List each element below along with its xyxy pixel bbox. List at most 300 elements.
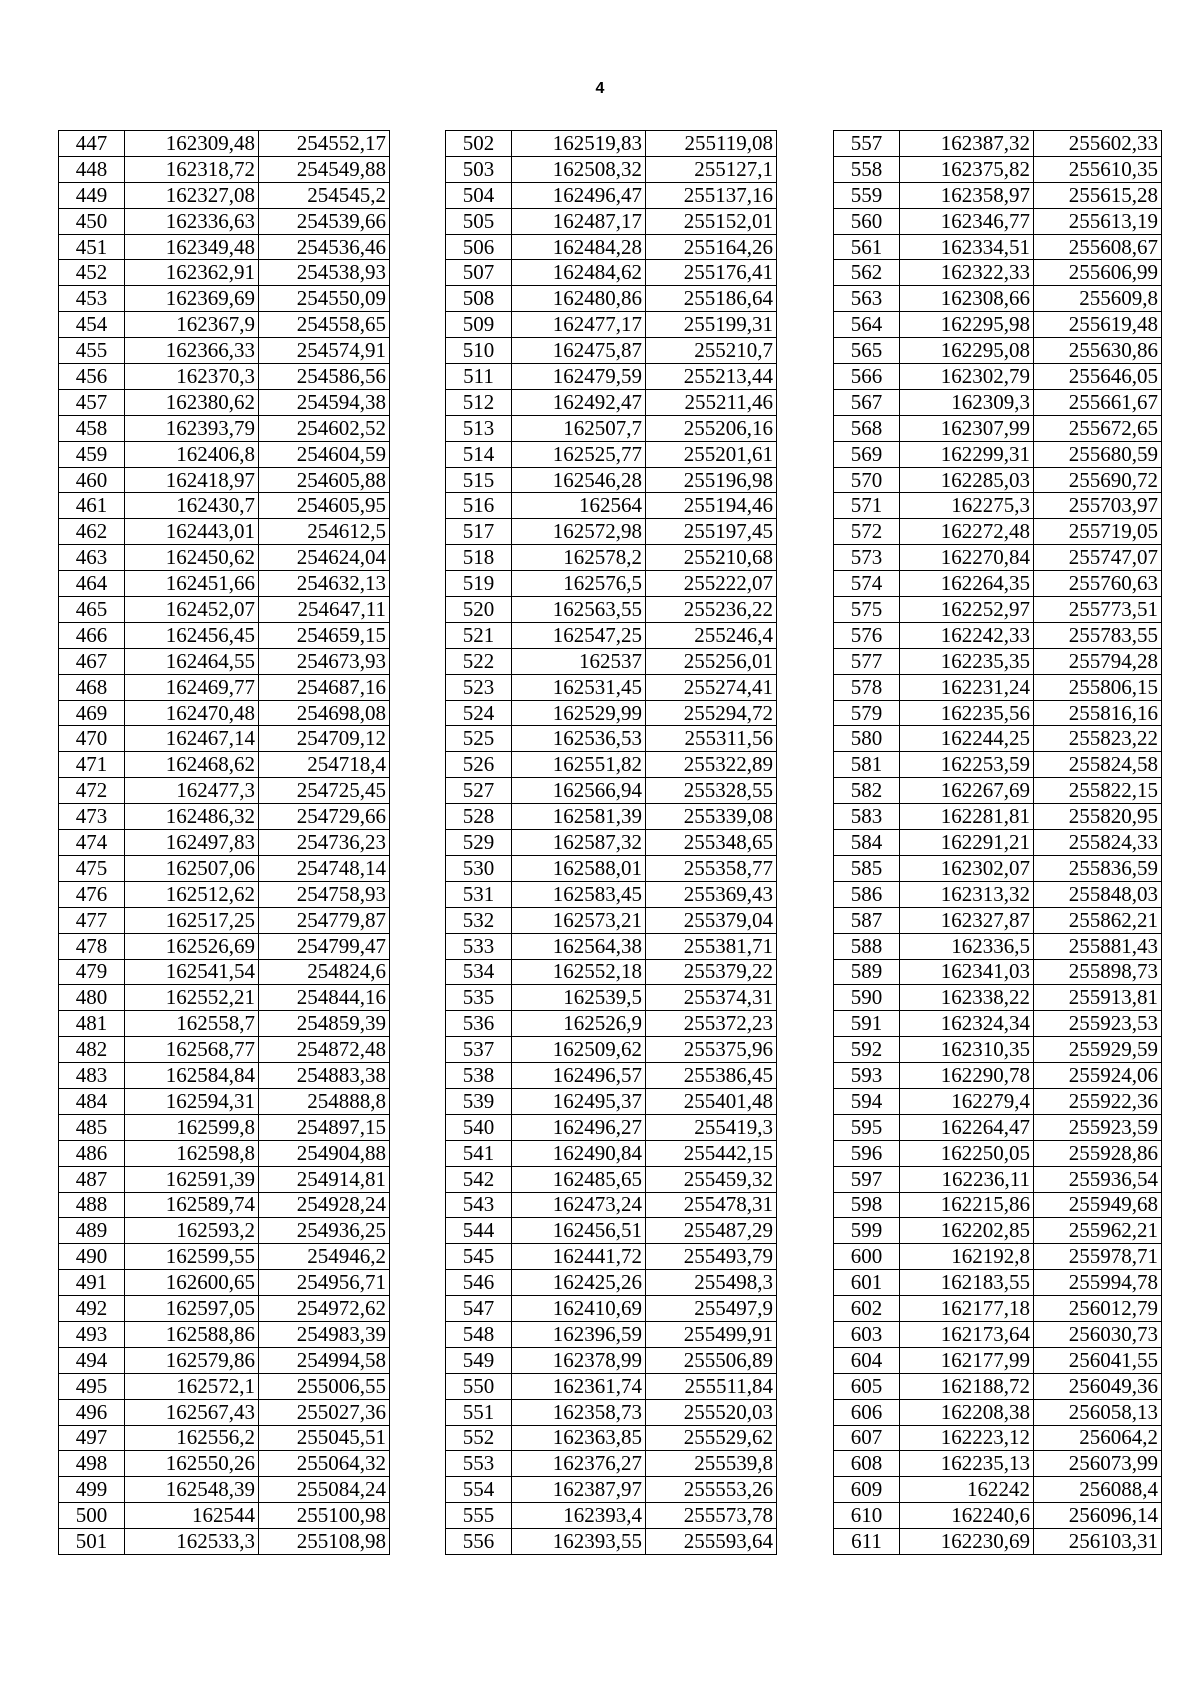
table-row [834,156,1162,182]
y-coordinate-cell: 255339,08 [646,804,777,830]
table-row [59,1140,390,1166]
point-number-cell: 542 [446,1166,512,1192]
y-coordinate-cell: 255923,59 [1034,1114,1162,1140]
y-coordinate-cell: 254550,09 [259,286,390,312]
x-coordinate-cell: 162177,99 [900,1347,1034,1373]
point-number-cell: 535 [446,985,512,1011]
point-number-cell: 537 [446,1037,512,1063]
point-number-cell: 611 [834,1529,900,1555]
x-coordinate-cell: 162525,77 [512,441,646,467]
table-row [446,1296,777,1322]
point-number-cell: 463 [59,545,125,571]
table-row [59,1477,390,1503]
y-coordinate-cell: 255619,48 [1034,312,1162,338]
table-row [834,571,1162,597]
table-row [834,131,1162,157]
table-row [834,234,1162,260]
y-coordinate-cell: 254659,15 [259,622,390,648]
y-coordinate-cell: 254558,65 [259,312,390,338]
y-coordinate-cell: 254729,66 [259,804,390,830]
table-row [834,1166,1162,1192]
y-coordinate-cell: 254594,38 [259,389,390,415]
x-coordinate-cell: 162235,35 [900,648,1034,674]
point-number-cell: 554 [446,1477,512,1503]
table-row [59,1166,390,1192]
table-row [59,519,390,545]
point-number-cell: 508 [446,286,512,312]
table-row [446,1114,777,1140]
table-row [59,1088,390,1114]
table-row [59,1321,390,1347]
y-coordinate-cell: 255646,05 [1034,364,1162,390]
x-coordinate-cell: 162497,83 [125,830,259,856]
x-coordinate-cell: 162188,72 [900,1373,1034,1399]
y-coordinate-cell: 254904,88 [259,1140,390,1166]
point-number-cell: 543 [446,1192,512,1218]
x-coordinate-cell: 162387,97 [512,1477,646,1503]
y-coordinate-cell: 254549,88 [259,156,390,182]
table-row [59,1373,390,1399]
table-row [834,622,1162,648]
table-row [446,571,777,597]
table-row [59,1270,390,1296]
y-coordinate-cell: 255573,78 [646,1503,777,1529]
x-coordinate-cell: 162507,06 [125,855,259,881]
point-number-cell: 545 [446,1244,512,1270]
point-number-cell: 592 [834,1037,900,1063]
point-number-cell: 511 [446,364,512,390]
point-number-cell: 465 [59,597,125,623]
table-row [834,700,1162,726]
x-coordinate-cell: 162572,1 [125,1373,259,1399]
y-coordinate-cell: 255816,16 [1034,700,1162,726]
point-number-cell: 502 [446,131,512,157]
point-number-cell: 512 [446,389,512,415]
x-coordinate-cell: 162526,69 [125,933,259,959]
table-row [834,545,1162,571]
x-coordinate-cell: 162310,35 [900,1037,1034,1063]
x-coordinate-cell: 162588,01 [512,855,646,881]
table-row [59,1218,390,1244]
point-number-cell: 591 [834,1011,900,1037]
point-number-cell: 572 [834,519,900,545]
x-coordinate-cell: 162544 [125,1503,259,1529]
table-row [834,1347,1162,1373]
x-coordinate-cell: 162291,21 [900,830,1034,856]
point-number-cell: 495 [59,1373,125,1399]
x-coordinate-cell: 162367,9 [125,312,259,338]
table-row [446,467,777,493]
y-coordinate-cell: 255194,46 [646,493,777,519]
x-coordinate-cell: 162309,3 [900,389,1034,415]
point-number-cell: 491 [59,1270,125,1296]
point-number-cell: 539 [446,1088,512,1114]
x-coordinate-cell: 162496,27 [512,1114,646,1140]
x-coordinate-cell: 162468,62 [125,752,259,778]
point-number-cell: 610 [834,1503,900,1529]
x-coordinate-cell: 162338,22 [900,985,1034,1011]
point-number-cell: 565 [834,338,900,364]
x-coordinate-cell: 162295,98 [900,312,1034,338]
y-coordinate-cell: 254538,93 [259,260,390,286]
x-coordinate-cell: 162492,47 [512,389,646,415]
y-coordinate-cell: 255211,46 [646,389,777,415]
table-row [834,286,1162,312]
x-coordinate-cell: 162477,3 [125,778,259,804]
point-number-cell: 538 [446,1063,512,1089]
table-row [834,182,1162,208]
point-number-cell: 520 [446,597,512,623]
point-number-cell: 480 [59,985,125,1011]
x-coordinate-cell: 162308,66 [900,286,1034,312]
x-coordinate-cell: 162507,7 [512,415,646,441]
x-coordinate-cell: 162533,3 [125,1529,259,1555]
x-coordinate-cell: 162509,62 [512,1037,646,1063]
y-coordinate-cell: 254698,08 [259,700,390,726]
x-coordinate-cell: 162477,17 [512,312,646,338]
point-number-cell: 580 [834,726,900,752]
point-number-cell: 468 [59,674,125,700]
x-coordinate-cell: 162299,31 [900,441,1034,467]
table-row [59,959,390,985]
point-number-cell: 503 [446,156,512,182]
point-number-cell: 485 [59,1114,125,1140]
point-number-cell: 605 [834,1373,900,1399]
table-row [59,622,390,648]
x-coordinate-cell: 162327,87 [900,907,1034,933]
y-coordinate-cell: 255672,65 [1034,415,1162,441]
x-coordinate-cell: 162250,05 [900,1140,1034,1166]
x-coordinate-cell: 162564 [512,493,646,519]
x-coordinate-cell: 162177,18 [900,1296,1034,1322]
table-row [834,1218,1162,1244]
y-coordinate-cell: 255196,98 [646,467,777,493]
x-coordinate-cell: 162573,21 [512,907,646,933]
point-number-cell: 594 [834,1088,900,1114]
y-coordinate-cell: 255164,26 [646,234,777,260]
point-number-cell: 467 [59,648,125,674]
y-coordinate-cell: 254824,6 [259,959,390,985]
table-row [834,208,1162,234]
y-coordinate-cell: 255206,16 [646,415,777,441]
point-number-cell: 475 [59,855,125,881]
point-number-cell: 479 [59,959,125,985]
y-coordinate-cell: 256058,13 [1034,1399,1162,1425]
y-coordinate-cell: 254647,11 [259,597,390,623]
y-coordinate-cell: 254779,87 [259,907,390,933]
x-coordinate-cell: 162550,26 [125,1451,259,1477]
y-coordinate-cell: 255862,21 [1034,907,1162,933]
table-row [59,1192,390,1218]
x-coordinate-cell: 162264,47 [900,1114,1034,1140]
x-coordinate-cell: 162264,35 [900,571,1034,597]
point-number-cell: 547 [446,1296,512,1322]
point-number-cell: 500 [59,1503,125,1529]
x-coordinate-cell: 162366,33 [125,338,259,364]
y-coordinate-cell: 255962,21 [1034,1218,1162,1244]
y-coordinate-cell: 254632,13 [259,571,390,597]
x-coordinate-cell: 162441,72 [512,1244,646,1270]
y-coordinate-cell: 255213,44 [646,364,777,390]
x-coordinate-cell: 162486,32 [125,804,259,830]
point-number-cell: 581 [834,752,900,778]
y-coordinate-cell: 255747,07 [1034,545,1162,571]
y-coordinate-cell: 255606,99 [1034,260,1162,286]
x-coordinate-cell: 162564,38 [512,933,646,959]
table-row [59,1037,390,1063]
table-row [446,1192,777,1218]
x-coordinate-cell: 162508,32 [512,156,646,182]
y-coordinate-cell: 254545,2 [259,182,390,208]
point-number-cell: 484 [59,1088,125,1114]
table-row [59,338,390,364]
table-row [446,338,777,364]
table-row [446,778,777,804]
point-number-cell: 599 [834,1218,900,1244]
y-coordinate-cell: 255256,01 [646,648,777,674]
point-number-cell: 488 [59,1192,125,1218]
point-number-cell: 497 [59,1425,125,1451]
x-coordinate-cell: 162450,62 [125,545,259,571]
table-row [59,467,390,493]
table-row [446,1373,777,1399]
y-coordinate-cell: 255311,56 [646,726,777,752]
table-row [446,726,777,752]
x-coordinate-cell: 162341,03 [900,959,1034,985]
y-coordinate-cell: 256073,99 [1034,1451,1162,1477]
y-coordinate-cell: 255197,45 [646,519,777,545]
table-row [59,545,390,571]
table-row [834,1425,1162,1451]
x-coordinate-cell: 162484,28 [512,234,646,260]
y-coordinate-cell: 255610,35 [1034,156,1162,182]
y-coordinate-cell: 255520,03 [646,1399,777,1425]
y-coordinate-cell: 254673,93 [259,648,390,674]
x-coordinate-cell: 162572,98 [512,519,646,545]
table-row [834,1192,1162,1218]
y-coordinate-cell: 256096,14 [1034,1503,1162,1529]
y-coordinate-cell: 254799,47 [259,933,390,959]
point-number-cell: 531 [446,881,512,907]
point-number-cell: 501 [59,1529,125,1555]
table-row [834,933,1162,959]
x-coordinate-cell: 162548,39 [125,1477,259,1503]
y-coordinate-cell: 255848,03 [1034,881,1162,907]
y-coordinate-cell: 255923,53 [1034,1011,1162,1037]
table-row [834,312,1162,338]
y-coordinate-cell: 254936,25 [259,1218,390,1244]
y-coordinate-cell: 256049,36 [1034,1373,1162,1399]
point-number-cell: 604 [834,1347,900,1373]
table-row [834,1451,1162,1477]
x-coordinate-cell: 162363,85 [512,1425,646,1451]
table-row [446,545,777,571]
y-coordinate-cell: 254725,45 [259,778,390,804]
table-row [446,1140,777,1166]
y-coordinate-cell: 255186,64 [646,286,777,312]
x-coordinate-cell: 162242 [900,1477,1034,1503]
point-number-cell: 494 [59,1347,125,1373]
point-number-cell: 515 [446,467,512,493]
x-coordinate-cell: 162244,25 [900,726,1034,752]
table-row [59,700,390,726]
y-coordinate-cell: 255201,61 [646,441,777,467]
y-coordinate-cell: 255794,28 [1034,648,1162,674]
y-coordinate-cell: 255210,68 [646,545,777,571]
x-coordinate-cell: 162470,48 [125,700,259,726]
y-coordinate-cell: 255615,28 [1034,182,1162,208]
y-coordinate-cell: 255358,77 [646,855,777,881]
point-number-cell: 470 [59,726,125,752]
x-coordinate-cell: 162393,79 [125,415,259,441]
y-coordinate-cell: 255823,22 [1034,726,1162,752]
point-number-cell: 541 [446,1140,512,1166]
x-coordinate-cell: 162418,97 [125,467,259,493]
table-row [59,1011,390,1037]
table-row [834,1063,1162,1089]
point-number-cell: 570 [834,467,900,493]
y-coordinate-cell: 255210,7 [646,338,777,364]
y-coordinate-cell: 255152,01 [646,208,777,234]
table-row [59,415,390,441]
y-coordinate-cell: 255100,98 [259,1503,390,1529]
y-coordinate-cell: 255372,23 [646,1011,777,1037]
table-row [446,1451,777,1477]
point-number-cell: 577 [834,648,900,674]
point-number-cell: 517 [446,519,512,545]
y-coordinate-cell: 255593,64 [646,1529,777,1555]
point-number-cell: 523 [446,674,512,700]
y-coordinate-cell: 254736,23 [259,830,390,856]
table-row [446,597,777,623]
x-coordinate-cell: 162480,86 [512,286,646,312]
table-row [446,855,777,881]
x-coordinate-cell: 162334,51 [900,234,1034,260]
point-number-cell: 526 [446,752,512,778]
point-number-cell: 447 [59,131,125,157]
x-coordinate-cell: 162275,3 [900,493,1034,519]
table-row [446,1037,777,1063]
y-coordinate-cell: 255294,72 [646,700,777,726]
table-row [59,1296,390,1322]
y-coordinate-cell: 254624,04 [259,545,390,571]
point-number-cell: 496 [59,1399,125,1425]
point-number-cell: 606 [834,1399,900,1425]
x-coordinate-cell: 162591,39 [125,1166,259,1192]
table-row [834,830,1162,856]
table-row [834,519,1162,545]
point-number-cell: 559 [834,182,900,208]
point-number-cell: 458 [59,415,125,441]
y-coordinate-cell: 256088,4 [1034,1477,1162,1503]
x-coordinate-cell: 162443,01 [125,519,259,545]
point-number-cell: 498 [59,1451,125,1477]
y-coordinate-cell: 255176,41 [646,260,777,286]
table-row [834,1399,1162,1425]
x-coordinate-cell: 162587,32 [512,830,646,856]
x-coordinate-cell: 162531,45 [512,674,646,700]
point-number-cell: 569 [834,441,900,467]
point-number-cell: 492 [59,1296,125,1322]
point-number-cell: 510 [446,338,512,364]
table-row [59,855,390,881]
y-coordinate-cell: 255375,96 [646,1037,777,1063]
y-coordinate-cell: 254709,12 [259,726,390,752]
x-coordinate-cell: 162552,21 [125,985,259,1011]
table-row [446,1347,777,1373]
table-row [834,441,1162,467]
point-number-cell: 476 [59,881,125,907]
point-number-cell: 533 [446,933,512,959]
y-coordinate-cell: 256103,31 [1034,1529,1162,1555]
point-number-cell: 504 [446,182,512,208]
coordinate-table-2 [445,130,777,1555]
y-coordinate-cell: 255760,63 [1034,571,1162,597]
x-coordinate-cell: 162267,69 [900,778,1034,804]
point-number-cell: 527 [446,778,512,804]
y-coordinate-cell: 255783,55 [1034,622,1162,648]
table-row [446,1218,777,1244]
y-coordinate-cell: 255497,9 [646,1296,777,1322]
point-number-cell: 552 [446,1425,512,1451]
y-coordinate-cell: 255381,71 [646,933,777,959]
y-coordinate-cell: 254844,16 [259,985,390,1011]
table-row [834,1037,1162,1063]
y-coordinate-cell: 255553,26 [646,1477,777,1503]
table-row [446,156,777,182]
table-row [834,415,1162,441]
x-coordinate-cell: 162279,4 [900,1088,1034,1114]
point-number-cell: 576 [834,622,900,648]
table-row [59,1425,390,1451]
x-coordinate-cell: 162324,34 [900,1011,1034,1037]
table-row [446,622,777,648]
table-row [446,985,777,1011]
x-coordinate-cell: 162597,05 [125,1296,259,1322]
x-coordinate-cell: 162358,97 [900,182,1034,208]
point-number-cell: 567 [834,389,900,415]
point-number-cell: 482 [59,1037,125,1063]
table-row [446,519,777,545]
point-number-cell: 450 [59,208,125,234]
x-coordinate-cell: 162183,55 [900,1270,1034,1296]
point-number-cell: 557 [834,131,900,157]
y-coordinate-cell: 255006,55 [259,1373,390,1399]
y-coordinate-cell: 255419,3 [646,1114,777,1140]
table-row [446,182,777,208]
point-number-cell: 566 [834,364,900,390]
table-row [446,389,777,415]
point-number-cell: 588 [834,933,900,959]
table-row [834,1011,1162,1037]
x-coordinate-cell: 162253,59 [900,752,1034,778]
point-number-cell: 546 [446,1270,512,1296]
point-number-cell: 525 [446,726,512,752]
y-coordinate-cell: 254552,17 [259,131,390,157]
y-coordinate-cell: 255127,1 [646,156,777,182]
point-number-cell: 555 [446,1503,512,1529]
x-coordinate-cell: 162361,74 [512,1373,646,1399]
table-row [446,752,777,778]
table-row [446,364,777,390]
point-number-cell: 582 [834,778,900,804]
x-coordinate-cell: 162230,69 [900,1529,1034,1555]
table-row [446,1529,777,1555]
y-coordinate-cell: 254605,88 [259,467,390,493]
y-coordinate-cell: 255820,95 [1034,804,1162,830]
y-coordinate-cell: 255487,29 [646,1218,777,1244]
y-coordinate-cell: 256030,73 [1034,1321,1162,1347]
